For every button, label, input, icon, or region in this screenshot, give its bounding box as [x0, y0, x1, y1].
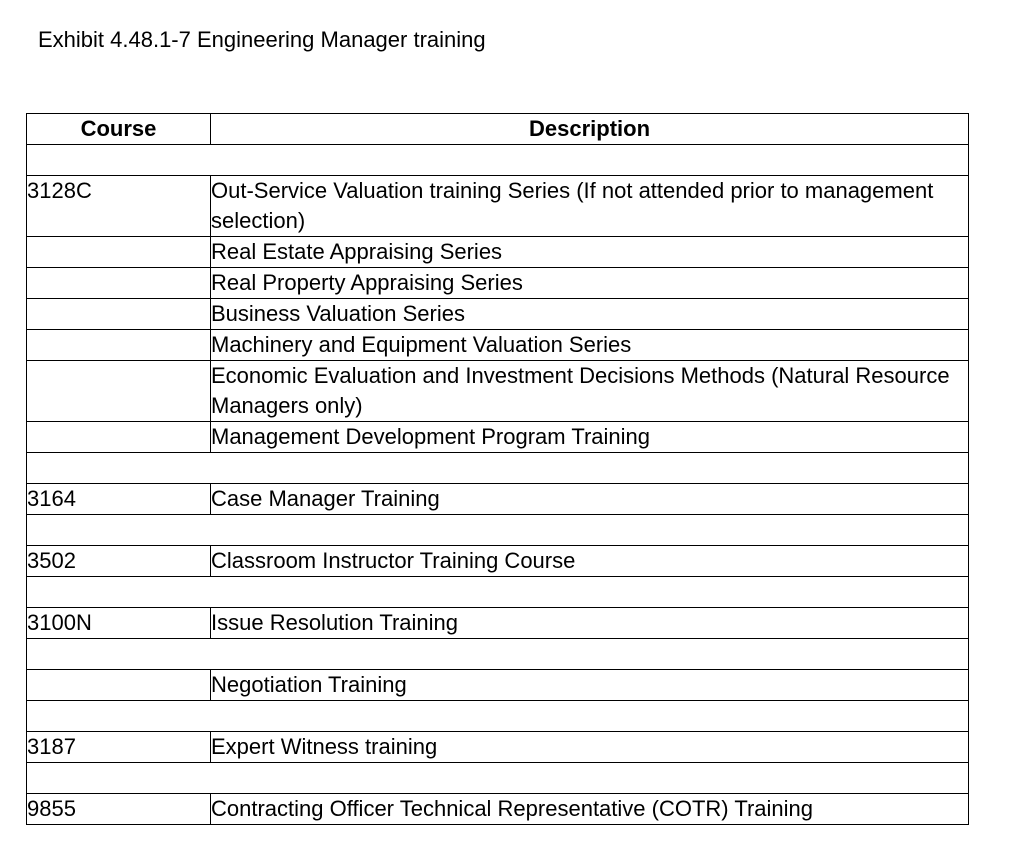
- table-row: [27, 361, 969, 422]
- spacer-row: [27, 763, 969, 794]
- course-description-cell: Issue Resolution Training: [211, 608, 969, 639]
- spacer-row: [27, 145, 969, 176]
- course-code-cell: [27, 299, 211, 330]
- table-row: [27, 732, 969, 763]
- spacer-row: [27, 701, 969, 732]
- training-table: [26, 113, 969, 825]
- course-description-cell: Management Development Program Training: [211, 422, 969, 453]
- table-row: [27, 299, 969, 330]
- spacer-row: [27, 639, 969, 670]
- table-row: [27, 330, 969, 361]
- course-code-cell: [27, 422, 211, 453]
- spacer-row: [27, 515, 969, 546]
- spacer-cell: [27, 639, 969, 670]
- course-code-cell: [27, 268, 211, 299]
- spacer-cell: [27, 453, 969, 484]
- course-description-cell: Out-Service Valuation training Series (If not attended prior to management selection): [211, 176, 969, 237]
- course-code-cell: 3128C: [27, 176, 211, 237]
- spacer-cell: [27, 701, 969, 732]
- spacer-cell: [27, 145, 969, 176]
- course-code-cell: [27, 361, 211, 422]
- table-row: [27, 794, 969, 825]
- table-row: [27, 422, 969, 453]
- course-description-cell: Case Manager Training: [211, 484, 969, 515]
- exhibit-title: Exhibit 4.48.1-7 Engineering Manager training: [38, 27, 486, 52]
- table-row: [27, 608, 969, 639]
- spacer-cell: [27, 515, 969, 546]
- course-code-cell: 3187: [27, 732, 211, 763]
- course-code-cell: 3100N: [27, 608, 211, 639]
- table-row: [27, 670, 969, 701]
- course-code-cell: 3164: [27, 484, 211, 515]
- course-description-cell: Negotiation Training: [211, 670, 969, 701]
- course-code-cell: [27, 330, 211, 361]
- course-code-cell: [27, 670, 211, 701]
- spacer-row: [27, 577, 969, 608]
- table-row: [27, 176, 969, 237]
- table-header-row: [27, 114, 969, 145]
- spacer-cell: [27, 577, 969, 608]
- table-row: [27, 268, 969, 299]
- course-description-cell: Classroom Instructor Training Course: [211, 546, 969, 577]
- course-description-cell: Economic Evaluation and Investment Decisions Methods (Natural Resource Managers only): [211, 361, 969, 422]
- course-description-cell: Real Estate Appraising Series: [211, 237, 969, 268]
- course-description-cell: Contracting Officer Technical Representative (COTR) Training: [211, 794, 969, 825]
- course-code-cell: [27, 237, 211, 268]
- column-header-description: Description: [211, 114, 969, 145]
- table-row: [27, 484, 969, 515]
- course-code-cell: 9855: [27, 794, 211, 825]
- spacer-row: [27, 453, 969, 484]
- course-description-cell: Expert Witness training: [211, 732, 969, 763]
- course-description-cell: Machinery and Equipment Valuation Series: [211, 330, 969, 361]
- table-body: [27, 145, 969, 825]
- column-header-course: Course: [27, 114, 211, 145]
- spacer-cell: [27, 763, 969, 794]
- course-code-cell: 3502: [27, 546, 211, 577]
- table-row: [27, 237, 969, 268]
- course-description-cell: Business Valuation Series: [211, 299, 969, 330]
- course-description-cell: Real Property Appraising Series: [211, 268, 969, 299]
- table-row: [27, 546, 969, 577]
